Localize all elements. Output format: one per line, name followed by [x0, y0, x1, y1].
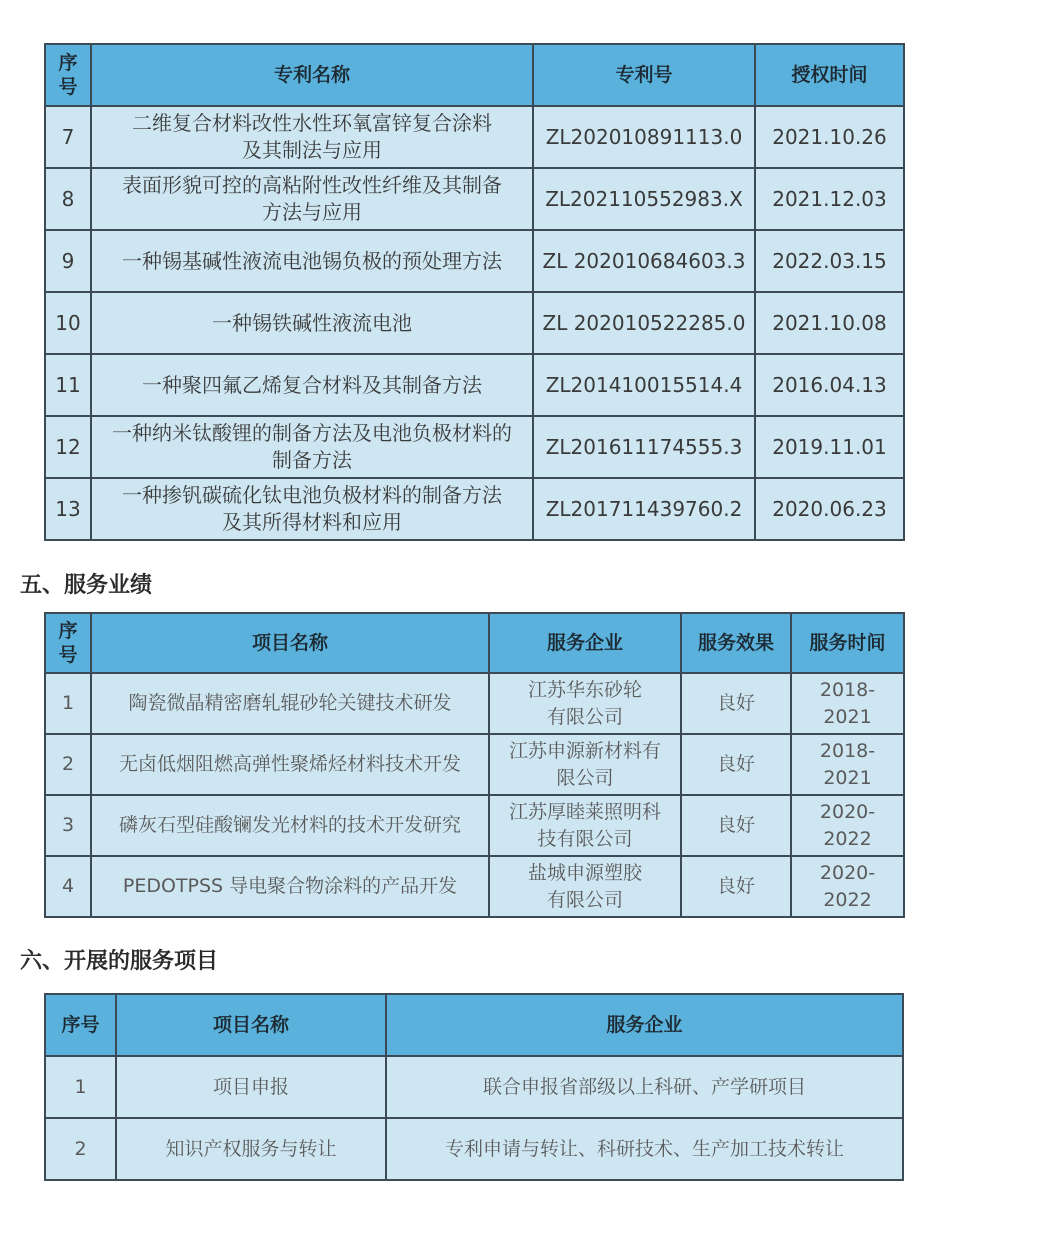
table-row — [45, 856, 904, 917]
col-header-index: 序 号 — [45, 613, 91, 673]
service-effect: 良好 — [681, 734, 791, 795]
patent-name: 表面形貌可控的高粘附性改性纤维及其制备 方法与应用 — [91, 168, 533, 230]
project-name: 陶瓷微晶精密磨轧辊砂轮关键技术研发 — [91, 673, 489, 734]
service-company: 江苏厚睦莱照明科 技有限公司 — [489, 795, 681, 856]
row-index: 10 — [45, 292, 91, 354]
row-index: 3 — [45, 795, 91, 856]
table-row — [45, 1118, 903, 1180]
grant-date: 2021.10.08 — [755, 292, 904, 354]
service-time: 2020- 2022 — [791, 795, 904, 856]
projects-header-row — [45, 994, 903, 1056]
service-company: 盐城申源塑胶 有限公司 — [489, 856, 681, 917]
row-index: 2 — [45, 1118, 116, 1180]
patent-name: 一种锡铁碱性液流电池 — [91, 292, 533, 354]
service-effect: 良好 — [681, 673, 791, 734]
grant-date: 2019.11.01 — [755, 416, 904, 478]
service-company: 联合申报省部级以上科研、产学研项目 — [386, 1056, 903, 1118]
col-header-patent-no: 专利号 — [533, 44, 755, 106]
table-row — [45, 230, 904, 292]
project-name: 项目申报 — [116, 1056, 386, 1118]
row-index: 9 — [45, 230, 91, 292]
table-row — [45, 478, 904, 540]
patent-name: 一种锡基碱性液流电池锡负极的预处理方法 — [91, 230, 533, 292]
row-index: 12 — [45, 416, 91, 478]
row-index: 1 — [45, 1056, 116, 1118]
service-effect: 良好 — [681, 856, 791, 917]
row-index: 11 — [45, 354, 91, 416]
row-index: 4 — [45, 856, 91, 917]
service-company: 江苏申源新材料有 限公司 — [489, 734, 681, 795]
patent-name: 二维复合材料改性水性环氧富锌复合涂料 及其制法与应用 — [91, 106, 533, 168]
col-header-patent-name: 专利名称 — [91, 44, 533, 106]
row-index: 8 — [45, 168, 91, 230]
table-row — [45, 168, 904, 230]
col-header-grant-date: 授权时间 — [755, 44, 904, 106]
patent-no: ZL 202010522285.0 — [533, 292, 755, 354]
row-index: 2 — [45, 734, 91, 795]
col-header-service-effect: 服务效果 — [681, 613, 791, 673]
col-header-service-time: 服务时间 — [791, 613, 904, 673]
project-name: 磷灰石型硅酸镧发光材料的技术开发研究 — [91, 795, 489, 856]
row-index: 1 — [45, 673, 91, 734]
col-header-service-company: 服务企业 — [386, 994, 903, 1056]
project-name: 无卤低烟阻燃高弹性聚烯烃材料技术开发 — [91, 734, 489, 795]
patent-no: ZL201711439760.2 — [533, 478, 755, 540]
project-name: 知识产权服务与转让 — [116, 1118, 386, 1180]
col-header-index: 序号 — [45, 994, 116, 1056]
row-index: 13 — [45, 478, 91, 540]
service-projects-table — [44, 993, 904, 1181]
project-name: PEDOTPSS 导电聚合物涂料的产品开发 — [91, 856, 489, 917]
table-row — [45, 734, 904, 795]
col-header-project-name: 项目名称 — [116, 994, 386, 1056]
grant-date: 2021.12.03 — [755, 168, 904, 230]
patent-no: ZL201410015514.4 — [533, 354, 755, 416]
grant-date: 2016.04.13 — [755, 354, 904, 416]
table-row — [45, 1056, 903, 1118]
col-header-project-name: 项目名称 — [91, 613, 489, 673]
grant-date: 2022.03.15 — [755, 230, 904, 292]
performance-header-row — [45, 613, 904, 673]
service-time: 2018- 2021 — [791, 734, 904, 795]
service-company: 专利申请与转让、科研技术、生产加工技术转让 — [386, 1118, 903, 1180]
table-row — [45, 292, 904, 354]
table-row — [45, 354, 904, 416]
col-header-index: 序 号 — [45, 44, 91, 106]
table-row — [45, 106, 904, 168]
service-time: 2020- 2022 — [791, 856, 904, 917]
section-title-service-performance: 五、服务业绩 — [20, 573, 153, 598]
patent-no: ZL202010891113.0 — [533, 106, 755, 168]
col-header-service-company: 服务企业 — [489, 613, 681, 673]
row-index: 7 — [45, 106, 91, 168]
patent-name: 一种掺钒碳硫化钛电池负极材料的制备方法 及其所得材料和应用 — [91, 478, 533, 540]
patent-header-row — [45, 44, 904, 106]
grant-date: 2020.06.23 — [755, 478, 904, 540]
patent-no: ZL 202010684603.3 — [533, 230, 755, 292]
table-row — [45, 795, 904, 856]
service-performance-table — [44, 612, 905, 918]
patent-name: 一种聚四氟乙烯复合材料及其制备方法 — [91, 354, 533, 416]
section-title-service-projects: 六、开展的服务项目 — [20, 949, 219, 974]
patent-name: 一种纳米钛酸锂的制备方法及电池负极材料的 制备方法 — [91, 416, 533, 478]
grant-date: 2021.10.26 — [755, 106, 904, 168]
service-time: 2018- 2021 — [791, 673, 904, 734]
service-effect: 良好 — [681, 795, 791, 856]
patent-table — [44, 43, 905, 541]
patent-no: ZL202110552983.X — [533, 168, 755, 230]
service-company: 江苏华东砂轮 有限公司 — [489, 673, 681, 734]
table-row — [45, 416, 904, 478]
table-row — [45, 673, 904, 734]
patent-no: ZL201611174555.3 — [533, 416, 755, 478]
